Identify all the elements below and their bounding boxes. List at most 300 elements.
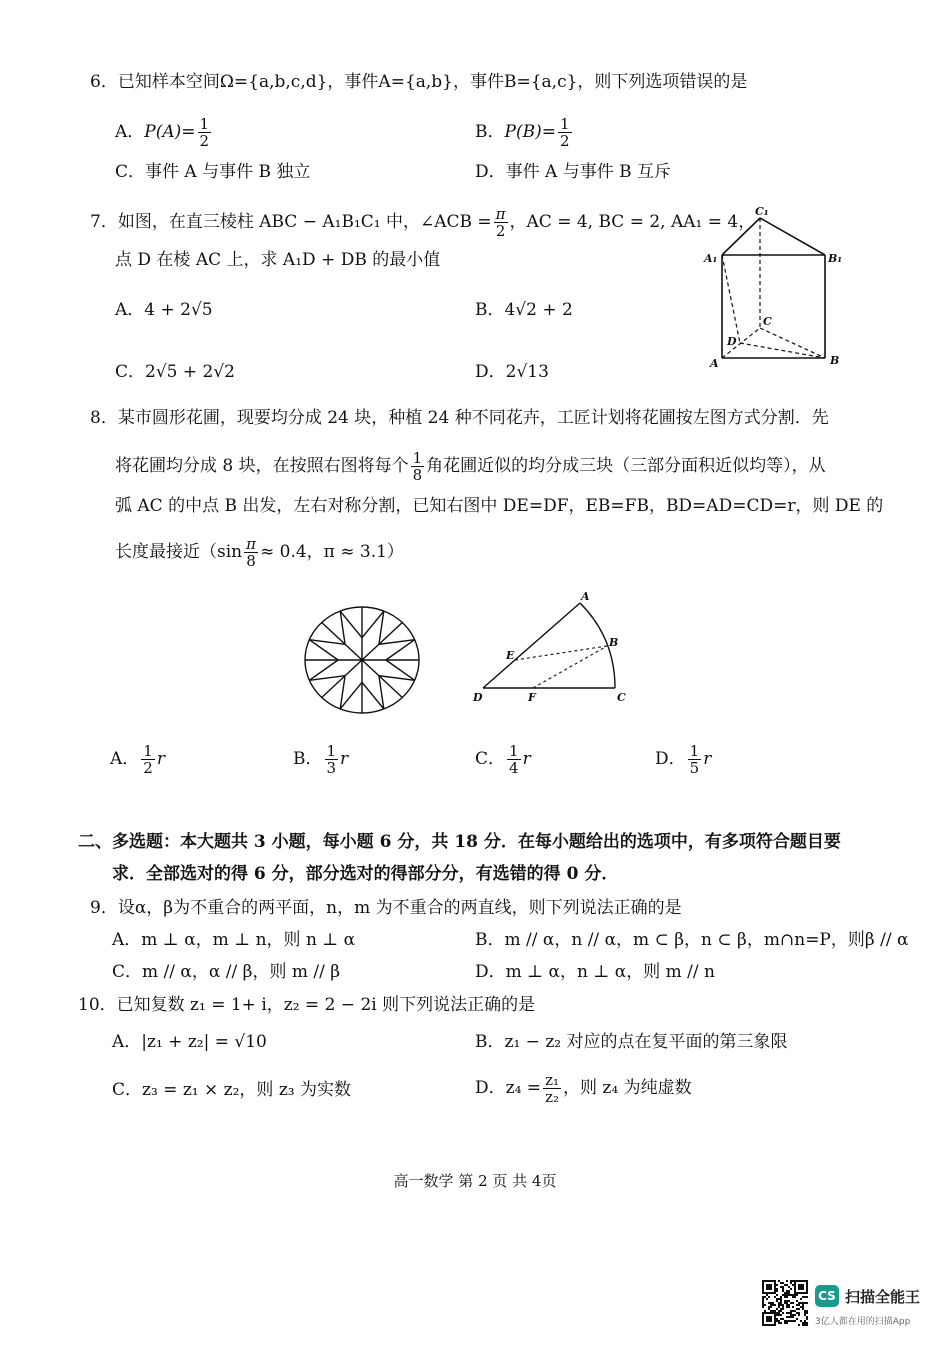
- qr-module: [784, 1294, 786, 1296]
- qr-module: [790, 1310, 792, 1312]
- qr-module: [774, 1288, 776, 1290]
- qr-module: [804, 1324, 806, 1326]
- qr-module: [762, 1304, 764, 1306]
- qr-module: [774, 1310, 776, 1312]
- qr-module: [804, 1296, 806, 1298]
- qr-module: [780, 1310, 782, 1312]
- qr-module: [766, 1318, 768, 1320]
- section2-heading-line2: 求．全部选对的得 6 分，部分选对的得部分分，有选错的得 0 分．: [112, 864, 619, 884]
- q10-option-a: A．|z₁ + z₂| = √10: [112, 1032, 267, 1052]
- qr-module: [800, 1280, 802, 1282]
- qr-module: [782, 1288, 784, 1290]
- qr-module: [780, 1318, 782, 1320]
- qr-module: [778, 1302, 780, 1304]
- qr-module: [768, 1312, 770, 1314]
- qr-module: [802, 1322, 804, 1324]
- qr-module: [790, 1282, 792, 1284]
- qr-module: [780, 1282, 782, 1284]
- qr-module: [794, 1320, 796, 1322]
- qr-module: [800, 1302, 802, 1304]
- qr-module: [776, 1294, 778, 1296]
- q6-option-c: C．事件 A 与事件 B 独立: [115, 162, 311, 182]
- qr-module: [764, 1296, 766, 1298]
- qr-module: [806, 1310, 808, 1312]
- qr-module: [774, 1282, 776, 1284]
- qr-module: [772, 1310, 774, 1312]
- qr-module: [780, 1300, 782, 1302]
- qr-module: [766, 1280, 768, 1282]
- qr-module: [798, 1308, 800, 1310]
- qr-module: [806, 1312, 808, 1314]
- qr-module: [782, 1312, 784, 1314]
- qr-module: [802, 1286, 804, 1288]
- circle-radius: [362, 623, 402, 660]
- qr-module: [806, 1296, 808, 1298]
- qr-module: [784, 1302, 786, 1304]
- qr-module: [792, 1316, 794, 1318]
- qr-module: [786, 1304, 788, 1306]
- qr-module: [776, 1290, 778, 1292]
- qr-module: [776, 1312, 778, 1314]
- qr-module: [774, 1280, 776, 1282]
- edge-a1c1: [722, 218, 760, 255]
- label-b: B: [830, 354, 840, 367]
- q10-option-d: D．z₄ = $\frac{\text{z₁}}{\text{z₂}}$ ，则 z₄ 为纯虚数: [475, 1071, 692, 1106]
- qr-module: [806, 1280, 808, 1282]
- label-c: C: [617, 691, 626, 704]
- q9-stem: 9．设α，β为不重合的两平面，n，m 为不重合的两直线，则下列说法正确的是: [90, 898, 682, 918]
- qr-module: [762, 1292, 764, 1294]
- label-b1: B₁: [828, 252, 843, 265]
- qr-module: [764, 1280, 766, 1282]
- qr-module: [798, 1314, 800, 1316]
- qr-module: [762, 1320, 764, 1322]
- qr-module: [802, 1288, 804, 1290]
- segment-fb: [533, 646, 607, 688]
- qr-module: [792, 1306, 794, 1308]
- qr-module: [794, 1292, 796, 1294]
- qr-module: [782, 1290, 784, 1292]
- qr-module: [788, 1312, 790, 1314]
- qr-module: [768, 1286, 770, 1288]
- qr-code: [762, 1280, 808, 1326]
- qr-module: [766, 1286, 768, 1288]
- qr-module: [788, 1306, 790, 1308]
- qr-module: [768, 1292, 770, 1294]
- qr-module: [762, 1290, 764, 1292]
- qr-module: [770, 1316, 772, 1318]
- qr-module: [776, 1308, 778, 1310]
- qr-module: [778, 1312, 780, 1314]
- qr-module: [794, 1294, 796, 1296]
- segment-db: [740, 343, 825, 358]
- sector-figure: [465, 588, 635, 708]
- qr-module: [792, 1296, 794, 1298]
- qr-module: [776, 1298, 778, 1300]
- page-footer: 高一数学 第 2 页 共 4页: [393, 1172, 557, 1190]
- q7-option-b: B．4√2 + 2: [475, 300, 573, 320]
- qr-module: [776, 1288, 778, 1290]
- qr-module: [780, 1308, 782, 1310]
- qr-module: [794, 1280, 796, 1282]
- qr-module: [766, 1294, 768, 1296]
- qr-module: [796, 1308, 798, 1310]
- qr-module: [772, 1324, 774, 1326]
- qr-module: [780, 1286, 782, 1288]
- qr-module: [802, 1296, 804, 1298]
- qr-module: [768, 1302, 770, 1304]
- flower-bed-circle-figure: [302, 604, 422, 716]
- qr-module: [796, 1312, 798, 1314]
- qr-module: [772, 1280, 774, 1282]
- qr-module: [778, 1322, 780, 1324]
- qr-module: [768, 1280, 770, 1282]
- qr-module: [782, 1304, 784, 1306]
- qr-module: [772, 1304, 774, 1306]
- qr-module: [768, 1288, 770, 1290]
- scanner-tagline: 3亿人都在用的扫描App: [815, 1317, 911, 1327]
- qr-module: [800, 1306, 802, 1308]
- qr-module: [768, 1316, 770, 1318]
- qr-module: [764, 1324, 766, 1326]
- qr-module: [784, 1292, 786, 1294]
- qr-module: [770, 1306, 772, 1308]
- qr-module: [790, 1302, 792, 1304]
- q10-option-b: B．z₁ − z₂ 对应的点在复平面的第三象限: [475, 1032, 788, 1052]
- q7-stem-line2: 点 D 在棱 AC 上，求 A₁D + DB 的最小值: [115, 250, 441, 270]
- qr-module: [804, 1280, 806, 1282]
- qr-module: [766, 1298, 768, 1300]
- qr-module: [774, 1286, 776, 1288]
- q6-option-b: B．P(B)= $\frac{1}{2}$: [475, 115, 570, 150]
- qr-module: [784, 1322, 786, 1324]
- label-a1: A₁: [704, 252, 718, 265]
- edge-c1b1: [760, 218, 825, 255]
- qr-module: [804, 1292, 806, 1294]
- qr-module: [774, 1316, 776, 1318]
- qr-module: [788, 1304, 790, 1306]
- qr-module: [788, 1294, 790, 1296]
- qr-module: [768, 1284, 770, 1286]
- segment-a1d: [722, 255, 740, 343]
- qr-module: [798, 1324, 800, 1326]
- qr-module: [778, 1304, 780, 1306]
- qr-module: [786, 1284, 788, 1286]
- q9-option-c: C．m // α，α // β，则 m // β: [112, 962, 341, 982]
- qr-module: [800, 1320, 802, 1322]
- qr-module: [792, 1314, 794, 1316]
- label-f: F: [528, 691, 536, 704]
- qr-module: [782, 1294, 784, 1296]
- qr-module: [776, 1300, 778, 1302]
- qr-module: [782, 1308, 784, 1310]
- qr-module: [804, 1310, 806, 1312]
- label-a: A: [581, 590, 590, 603]
- qr-module: [768, 1296, 770, 1298]
- qr-module: [768, 1308, 770, 1310]
- qr-module: [788, 1286, 790, 1288]
- qr-module: [778, 1298, 780, 1300]
- qr-module: [764, 1310, 766, 1312]
- qr-module: [762, 1324, 764, 1326]
- qr-module: [770, 1284, 772, 1286]
- q7-option-c: C．2√5 + 2√2: [115, 362, 235, 382]
- qr-module: [798, 1304, 800, 1306]
- qr-module: [790, 1316, 792, 1318]
- qr-module: [780, 1304, 782, 1306]
- qr-module: [780, 1322, 782, 1324]
- qr-module: [806, 1322, 808, 1324]
- qr-module: [788, 1292, 790, 1294]
- q9-option-b: B．m // α，n // α，m ⊂ β，n ⊂ β，m∩n=P，则β // α: [475, 930, 909, 950]
- section2-heading-line1: 二、多选题：本大题共 3 小题，每小题 6 分，共 18 分．在每小题给出的选项中，有多项符合题目要: [78, 832, 841, 852]
- qr-module: [790, 1288, 792, 1290]
- qr-module: [768, 1320, 770, 1322]
- qr-module: [804, 1312, 806, 1314]
- qr-module: [804, 1322, 806, 1324]
- label-c1: C₁: [755, 205, 769, 218]
- scanner-app-name: 扫描全能王: [845, 1288, 921, 1306]
- edge-cb: [760, 328, 825, 358]
- qr-module: [786, 1290, 788, 1292]
- qr-module: [770, 1324, 772, 1326]
- qr-module: [772, 1302, 774, 1304]
- label-d: D: [473, 691, 483, 704]
- qr-module: [786, 1302, 788, 1304]
- qr-module: [798, 1286, 800, 1288]
- qr-module: [776, 1318, 778, 1320]
- qr-module: [792, 1320, 794, 1322]
- prism-figure: [700, 200, 850, 375]
- label-b: B: [609, 636, 619, 649]
- qr-module: [762, 1312, 764, 1314]
- qr-module: [806, 1284, 808, 1286]
- qr-module: [784, 1320, 786, 1322]
- qr-module: [800, 1286, 802, 1288]
- label-a: A: [710, 357, 719, 370]
- qr-module: [770, 1280, 772, 1282]
- qr-module: [790, 1314, 792, 1316]
- qr-module: [780, 1302, 782, 1304]
- qr-module: [770, 1288, 772, 1290]
- qr-module: [770, 1312, 772, 1314]
- qr-module: [788, 1300, 790, 1302]
- qr-module: [770, 1318, 772, 1320]
- q10-option-c: C．z₃ = z₁ × z₂，则 z₃ 为实数: [112, 1080, 352, 1100]
- q9-option-a: A．m ⊥ α，m ⊥ n，则 n ⊥ α: [112, 930, 356, 950]
- label-d: D: [727, 335, 737, 348]
- qr-module: [766, 1312, 768, 1314]
- qr-module: [766, 1320, 768, 1322]
- scanner-logo-icon: CS: [815, 1285, 839, 1307]
- qr-module: [798, 1292, 800, 1294]
- qr-module: [786, 1306, 788, 1308]
- qr-module: [762, 1296, 764, 1298]
- qr-module: [762, 1288, 764, 1290]
- qr-module: [802, 1306, 804, 1308]
- qr-module: [792, 1302, 794, 1304]
- qr-module: [800, 1288, 802, 1290]
- qr-module: [806, 1286, 808, 1288]
- qr-module: [784, 1296, 786, 1298]
- qr-module: [782, 1318, 784, 1320]
- qr-module: [786, 1294, 788, 1296]
- qr-module: [768, 1306, 770, 1308]
- qr-module: [796, 1304, 798, 1306]
- qr-module: [802, 1292, 804, 1294]
- q7-option-a: A．4 + 2√5: [115, 300, 213, 320]
- qr-module: [778, 1314, 780, 1316]
- qr-module: [792, 1294, 794, 1296]
- qr-module: [800, 1298, 802, 1300]
- qr-module: [780, 1314, 782, 1316]
- qr-module: [762, 1286, 764, 1288]
- qr-module: [762, 1316, 764, 1318]
- qr-module: [772, 1292, 774, 1294]
- qr-module: [774, 1296, 776, 1298]
- qr-module: [794, 1290, 796, 1292]
- qr-module: [796, 1294, 798, 1296]
- qr-module: [766, 1284, 768, 1286]
- qr-module: [804, 1302, 806, 1304]
- qr-module: [764, 1304, 766, 1306]
- qr-module: [794, 1288, 796, 1290]
- qr-module: [802, 1324, 804, 1326]
- qr-module: [804, 1314, 806, 1316]
- q10-stem: 10．已知复数 z₁ = 1+ i，z₂ = 2 − 2i 则下列说法正确的是: [78, 995, 536, 1015]
- qr-module: [786, 1316, 788, 1318]
- q6-option-a: A．P(A)= $\frac{1}{2}$: [115, 115, 210, 150]
- qr-module: [770, 1320, 772, 1322]
- qr-module: [798, 1288, 800, 1290]
- qr-module: [802, 1302, 804, 1304]
- q8-line4: 长度最接近（sin $\frac{\pi}{8}$ ≈ 0.4，π ≈ 3.1）: [115, 535, 404, 570]
- qr-module: [766, 1292, 768, 1294]
- q6-stem: 6．已知样本空间Ω={a,b,c,d}，事件A={a,b}，事件B={a,c}，则下列选项错误的是: [90, 72, 748, 92]
- qr-module: [798, 1312, 800, 1314]
- qr-module: [788, 1320, 790, 1322]
- circle-radius: [362, 660, 402, 697]
- qr-module: [802, 1308, 804, 1310]
- qr-module: [796, 1300, 798, 1302]
- qr-module: [802, 1280, 804, 1282]
- qr-module: [764, 1292, 766, 1294]
- qr-module: [790, 1312, 792, 1314]
- qr-module: [762, 1300, 764, 1302]
- q8-option-c: C． $\frac{1}{4}$ r: [475, 742, 531, 777]
- qr-module: [786, 1280, 788, 1282]
- q7-option-d: D．2√13: [475, 362, 549, 382]
- qr-module: [790, 1320, 792, 1322]
- qr-module: [766, 1316, 768, 1318]
- circle-radius: [322, 660, 362, 697]
- qr-module: [792, 1280, 794, 1282]
- circle-radius: [322, 623, 362, 660]
- qr-module: [780, 1296, 782, 1298]
- q8-line3: 弧 AC 的中点 B 出发，左右对称分割，已知右图中 DE=DF，EB=FB，BD=AD=CD=r，则 DE 的: [115, 496, 884, 516]
- qr-module: [764, 1312, 766, 1314]
- qr-module: [792, 1310, 794, 1312]
- q8-line2: 将花圃均分成 8 块，在按照右图将每个 $\frac{1}{8}$ 角花圃近似的均分成三块（三部分面积近似均等），从: [115, 449, 826, 484]
- qr-module: [774, 1314, 776, 1316]
- qr-module: [770, 1286, 772, 1288]
- qr-module: [762, 1284, 764, 1286]
- qr-module: [774, 1320, 776, 1322]
- qr-module: [788, 1316, 790, 1318]
- qr-module: [770, 1292, 772, 1294]
- qr-module: [766, 1324, 768, 1326]
- qr-module: [798, 1284, 800, 1286]
- qr-module: [762, 1280, 764, 1282]
- qr-module: [800, 1284, 802, 1286]
- q6-option-d: D．事件 A 与事件 B 互斥: [475, 162, 672, 182]
- qr-module: [774, 1284, 776, 1286]
- qr-module: [798, 1280, 800, 1282]
- qr-module: [774, 1290, 776, 1292]
- qr-module: [800, 1292, 802, 1294]
- qr-module: [768, 1324, 770, 1326]
- qr-module: [778, 1320, 780, 1322]
- qr-module: [794, 1282, 796, 1284]
- qr-module: [794, 1284, 796, 1286]
- qr-module: [790, 1280, 792, 1282]
- qr-module: [802, 1284, 804, 1286]
- qr-module: [768, 1318, 770, 1320]
- qr-module: [776, 1284, 778, 1286]
- qr-module: [778, 1280, 780, 1282]
- qr-module: [806, 1318, 808, 1320]
- qr-module: [794, 1296, 796, 1298]
- qr-module: [762, 1306, 764, 1308]
- qr-module: [780, 1298, 782, 1300]
- qr-module: [790, 1294, 792, 1296]
- qr-module: [776, 1314, 778, 1316]
- q7-stem-line1: 7．如图，在直三棱柱 ABC − A₁B₁C₁ 中，∠ACB = $\frac{\pi}{2}$ ，AC = 4, BC = 2, AA₁ = 4，: [90, 205, 756, 240]
- qr-module: [796, 1292, 798, 1294]
- qr-module: [786, 1312, 788, 1314]
- qr-module: [774, 1318, 776, 1320]
- qr-module: [776, 1320, 778, 1322]
- qr-module: [770, 1310, 772, 1312]
- qr-module: [774, 1292, 776, 1294]
- qr-module: [806, 1302, 808, 1304]
- qr-module: [794, 1286, 796, 1288]
- qr-module: [762, 1322, 764, 1324]
- qr-module: [774, 1312, 776, 1314]
- qr-module: [762, 1314, 764, 1316]
- qr-module: [786, 1296, 788, 1298]
- qr-module: [802, 1304, 804, 1306]
- qr-module: [806, 1316, 808, 1318]
- qr-module: [772, 1312, 774, 1314]
- qr-module: [786, 1322, 788, 1324]
- qr-module: [806, 1290, 808, 1292]
- q8-option-d: D． $\frac{1}{5}$ r: [655, 742, 712, 777]
- qr-module: [806, 1324, 808, 1326]
- label-c: C: [763, 315, 772, 328]
- qr-module: [806, 1292, 808, 1294]
- radius-da: [483, 603, 580, 688]
- qr-module: [784, 1284, 786, 1286]
- qr-module: [806, 1288, 808, 1290]
- qr-module: [784, 1300, 786, 1302]
- qr-module: [786, 1320, 788, 1322]
- qr-module: [762, 1302, 764, 1304]
- qr-module: [798, 1302, 800, 1304]
- qr-module: [788, 1290, 790, 1292]
- q9-option-d: D．m ⊥ α，n ⊥ α，则 m // n: [475, 962, 715, 982]
- qr-module: [778, 1310, 780, 1312]
